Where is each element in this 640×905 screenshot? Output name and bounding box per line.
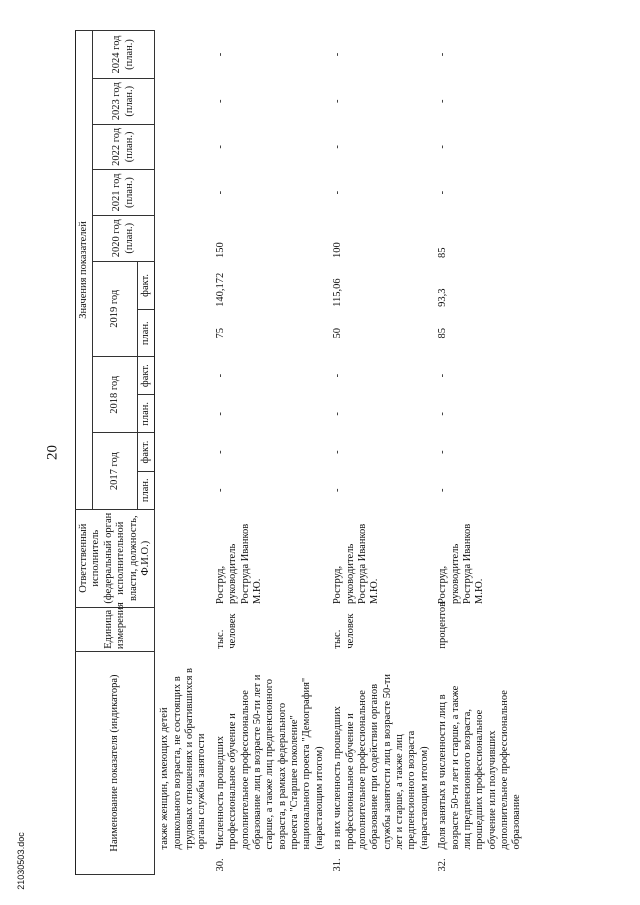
row-number: 31. <box>332 858 344 872</box>
value-2018-fact: - <box>437 373 449 378</box>
value-2019-fact: 93,3 <box>437 288 449 307</box>
header-unit: Единица измерения <box>76 607 155 652</box>
value-2017-plan: - <box>214 488 226 493</box>
executor-cell: Роструд, руководитель Роструда Иванков М.Ю. <box>437 523 486 605</box>
value-2018-plan: - <box>214 412 226 416</box>
header-2019-plan: план. <box>137 310 154 357</box>
document-id: 2103050З.doc <box>16 832 26 890</box>
row-number: 32. <box>437 858 449 872</box>
value-2019-fact: 140,172 <box>214 272 226 307</box>
value-2019-fact: 115,06 <box>332 278 344 307</box>
unit-cell: тыс. человек <box>214 613 239 649</box>
table-row <box>433 31 526 875</box>
header-2018-fact: факт. <box>137 357 154 395</box>
value-2020: 150 <box>214 242 226 259</box>
value-2022: - <box>437 145 449 149</box>
page-number: 20 <box>44 445 61 460</box>
header-2017: 2017 год <box>93 433 138 509</box>
value-2022: - <box>332 145 344 149</box>
table-row-continuation <box>155 31 211 875</box>
value-2020: 85 <box>437 247 449 259</box>
header-2019-fact: факт. <box>137 261 154 310</box>
value-2021: - <box>437 190 449 195</box>
indicator-name: из них численность прошедших профессиональное обучение и дополнительное профессиональное образование при содействии органов службы занятости лиц в возрасте 50-ти лет и старше, а также лиц предпенсионного возраста (нарастающим итогом) <box>332 674 430 850</box>
value-2023: - <box>332 99 344 104</box>
unit-cell: тыс. человек <box>332 613 356 649</box>
unit-cell: процентов <box>437 601 449 649</box>
value-2019-plan: 75 <box>214 327 226 339</box>
table-row <box>328 31 433 875</box>
value-2018-fact: - <box>214 373 226 378</box>
header-2021: 2021 год (план.) <box>93 170 155 216</box>
row-number: 30. <box>214 858 226 872</box>
header-values-group: Значения показателей <box>76 31 93 510</box>
value-2020: 100 <box>332 242 344 259</box>
value-2024: - <box>437 52 449 57</box>
value-2017-plan: - <box>332 488 344 493</box>
value-2024: - <box>214 52 226 57</box>
table-row <box>211 31 328 875</box>
header-2018-plan: план. <box>137 395 154 433</box>
header-executor: Ответственный исполнитель (федеральный орган исполнительной власти, должность, Ф.И.О.) <box>76 509 155 607</box>
value-2018-plan: - <box>437 412 449 416</box>
header-2018: 2018 год <box>93 357 138 433</box>
rotated-table-container <box>75 30 625 875</box>
value-2017-fact: - <box>437 450 449 454</box>
header-2024: 2024 год (план.) <box>93 31 155 79</box>
header-2023: 2023 год (план.) <box>93 78 155 124</box>
indicator-name: Численность прошедших профессиональное обучение и дополнительное профессиональное образование лиц в возрасте 50-ти лет и старше, а также лиц предпенсионного возраста, в рамках федерального проекта "Старшее поколение" национального проекта "Демография" (нарастающим итогом) <box>214 674 325 850</box>
header-indicator-name: Наименование показателя (индикатора) <box>76 652 155 875</box>
value-2019-plan: 50 <box>332 327 344 339</box>
header-2017-fact: факт. <box>137 433 154 471</box>
value-2022: - <box>214 145 226 149</box>
value-2021: - <box>332 190 344 195</box>
value-2019-plan: 85 <box>437 327 449 339</box>
indicator-name: Доля занятых в численности лиц в возрасте 50-ти лет и старше, а также лиц предпенсионного возраста, прошедших профессиональное обучение или получивших дополнительное профессиональное образование <box>437 685 523 850</box>
value-2017-plan: - <box>437 488 449 493</box>
value-2021: - <box>214 190 226 195</box>
value-2017-fact: - <box>214 450 226 454</box>
header-2019: 2019 год <box>93 261 138 357</box>
value-2023: - <box>214 99 226 104</box>
indicators-table <box>75 30 526 875</box>
executor-cell: Роструд, руководитель Роструда Иванков М.Ю. <box>214 523 263 605</box>
value-2018-plan: - <box>332 412 344 416</box>
executor-cell: Роструд, руководитель Роструда Иванков М.Ю. <box>332 523 381 605</box>
value-2024: - <box>332 52 344 57</box>
value-2017-fact: - <box>332 450 344 454</box>
value-2018-fact: - <box>332 373 344 378</box>
value-2023: - <box>437 99 449 104</box>
continuation-text: также женщин, имеющих детей дошкольного возраста, не состоящих в трудовых отношениях и обратившихся в органы службы занятости <box>159 667 208 850</box>
header-2017-plan: план. <box>137 471 154 509</box>
header-2022: 2022 год (план.) <box>93 124 155 170</box>
header-2020: 2020 год (план.) <box>93 215 155 261</box>
